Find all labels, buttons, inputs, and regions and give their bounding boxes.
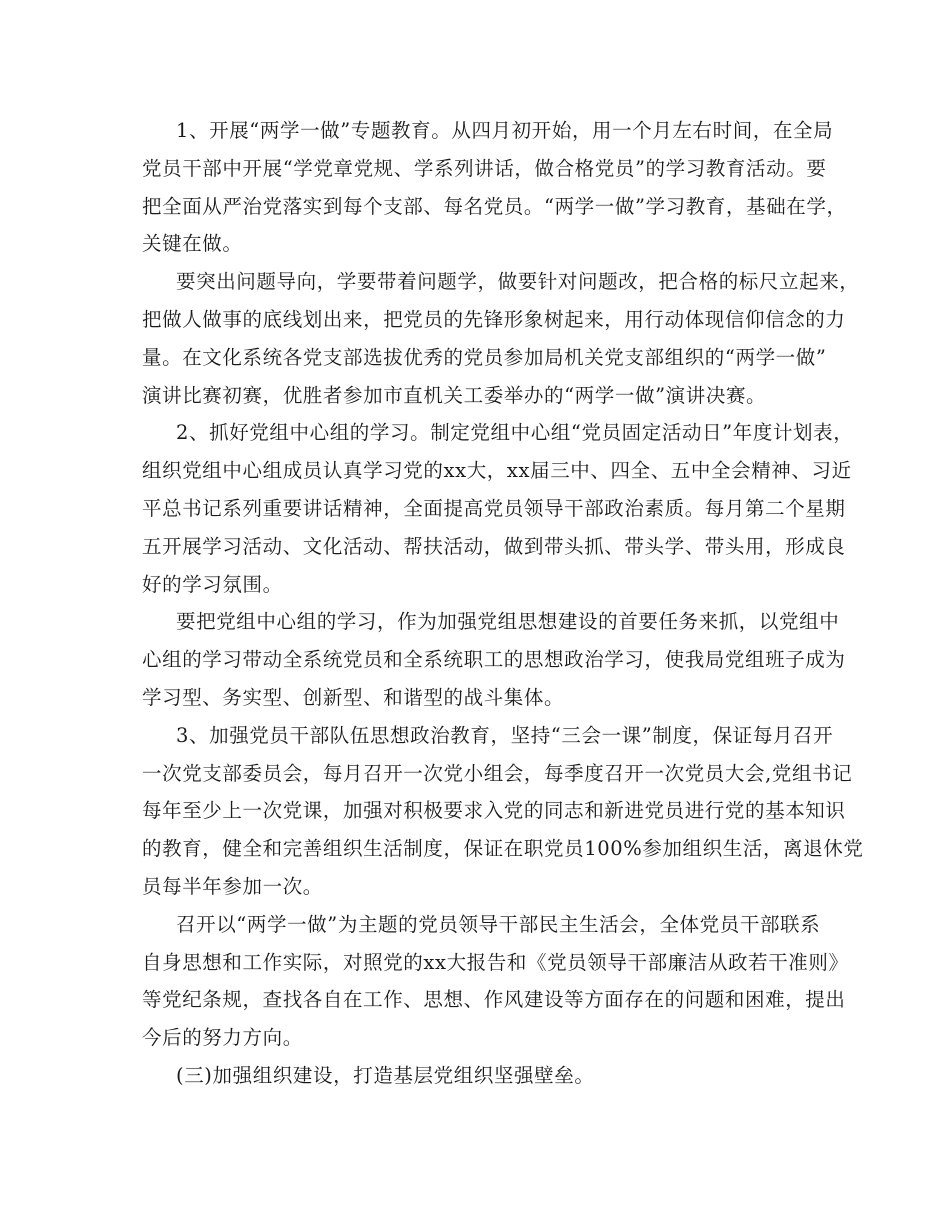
paragraph-1-line-3: 把全面从严治党落实到每个支部、每名党员。“两学一做”学习教育，基础在学， <box>142 194 847 218</box>
paragraph-5-line-3: 每年至少上一次党课，加强对积极要求入党的同志和新进党员进行党的基本知识 <box>142 799 846 823</box>
paragraph-5-line-4: 的教育，健全和完善组织生活制度，保证在职党员100%参加组织生活，离退休党 <box>142 837 864 861</box>
paragraph-6-line-4: 今后的努力方向。 <box>142 1026 303 1050</box>
paragraph-3-line-3: 平总书记系列重要讲话精神，全面提高党员领导干部政治素质。每月第二个星期 <box>142 496 846 520</box>
section-heading: (三)加强组织建设，打造基层党组织坚强壁垒。 <box>176 1063 595 1087</box>
paragraph-1-line-2: 党员干部中开展“学党章党规、学系列讲话，做合格党员”的学习教育活动。要 <box>142 156 827 180</box>
paragraph-2-line-4: 演讲比赛初赛，优胜者参加市直机关工委举办的“两学一做”演讲决赛。 <box>142 383 767 407</box>
paragraph-5-line-2: 一次党支部委员会，每月召开一次党小组会，每季度召开一次党员大会,党组书记 <box>142 761 853 785</box>
paragraph-2-line-2: 把做人做事的底线划出来，把党员的先锋形象树起来，用行动体现信仰信念的力 <box>142 307 846 331</box>
paragraph-4-line-3: 学习型、务实型、创新型、和谐型的战斗集体。 <box>142 685 565 709</box>
paragraph-2-line-3: 量。在文化系统各党支部选拔优秀的党员参加局机关党支部组织的“两学一做” <box>142 345 827 369</box>
paragraph-4-line-2: 心组的学习带动全系统党员和全系统职工的思想政治学习，使我局党组班子成为 <box>142 648 846 672</box>
paragraph-1-line-4: 关键在做。 <box>142 232 243 256</box>
paragraph-3-line-1: 2、抓好党组中心组的学习。制定党组中心组“党员固定活动日”年度计划表， <box>176 421 854 445</box>
paragraph-5-line-1: 3、加强党员干部队伍思想政治教育，坚持“三会一课”制度，保证每月召开 <box>176 723 834 747</box>
paragraph-6-line-1: 召开以“两学一做”为主题的党员领导干部民主生活会，全体党员干部联系 <box>176 912 821 936</box>
paragraph-2-line-1: 要突出问题导向，学要带着问题学，做要针对问题改，把合格的标尺立起来， <box>176 270 860 294</box>
paragraph-4-line-1: 要把党组中心组的学习，作为加强党组思想建设的首要任务来抓，以党组中 <box>176 610 840 634</box>
document-body <box>142 112 864 1095</box>
paragraph-3-line-2: 组织党组中心组成员认真学习党的xx大，xx届三中、四全、五中全会精神、习近 <box>142 459 852 483</box>
paragraph-6-line-2: 自身思想和工作实际，对照党的xx大报告和《党员领导干部廉洁从政若干准则》 <box>142 950 849 974</box>
paragraph-3-line-4: 五开展学习活动、文化活动、帮扶活动，做到带头抓、带头学、带头用，形成良 <box>142 534 846 558</box>
paragraph-1-line-1: 1、开展“两学一做”专题教育。从四月初开始，用一个月左右时间，在全局 <box>176 119 834 142</box>
paragraph-5-line-5: 员每半年参加一次。 <box>142 874 323 898</box>
paragraph-3-line-5: 好的学习氛围。 <box>142 572 283 596</box>
paragraph-6-line-3: 等党纪条规，查找各自在工作、思想、作风建设等方面存在的问题和困难，提出 <box>142 988 846 1012</box>
